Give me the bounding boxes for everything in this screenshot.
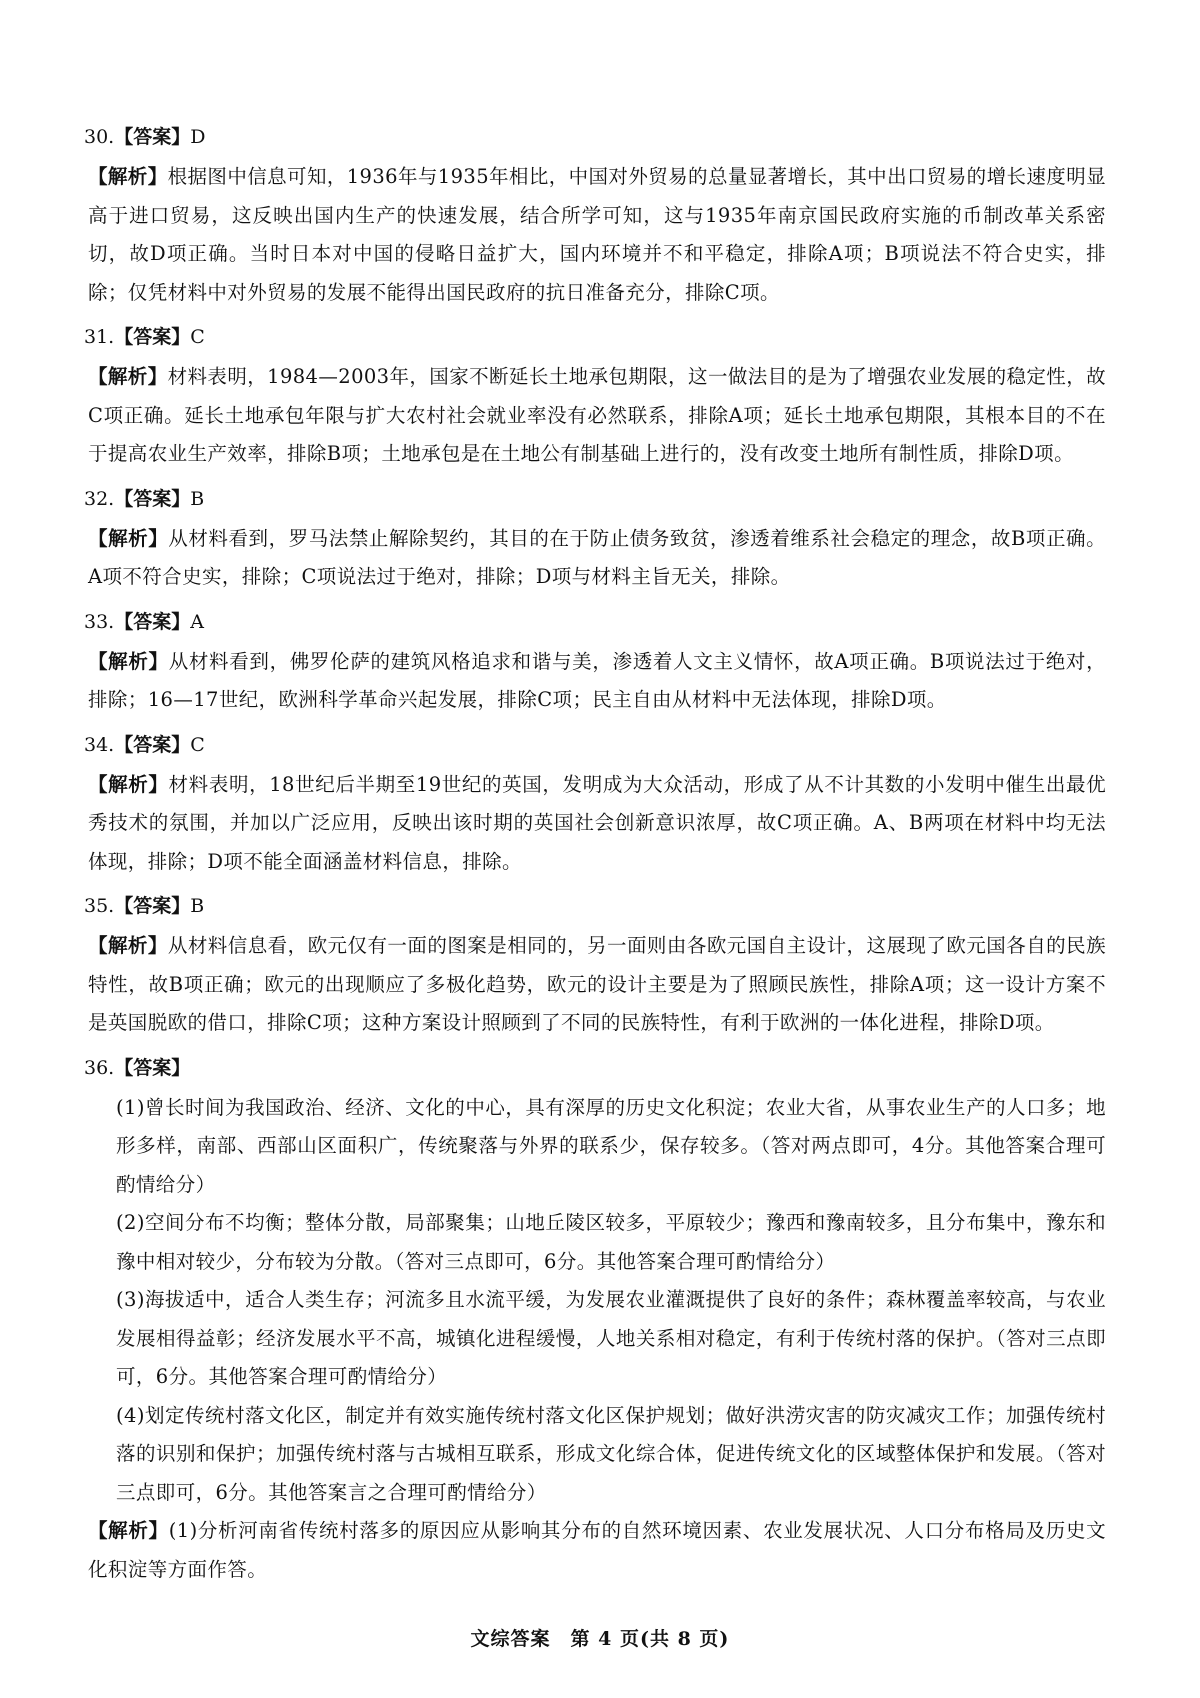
question-31: [70, 322, 1110, 474]
analysis-paragraph: [70, 1512, 1110, 1589]
question-number: 32.: [84, 487, 115, 510]
analysis-tag: 【解析】: [88, 772, 169, 796]
answer-choice: A: [190, 610, 204, 633]
question-number: 31.: [84, 326, 115, 348]
answer-line: [70, 322, 1110, 352]
question-number: 34.: [84, 733, 115, 756]
analysis-text: 从材料看到，罗马法禁止解除契约，其目的在于防止债务致贫，渗透着维系社会稳定的理念，故B项正确。A项不符合史实，排除；C项说法过于绝对，排除；D项与材料主旨无关，排除。: [88, 526, 1106, 588]
sub-answer-3: (3)海拔适中，适合人类生存；河流多且水流平缓，为发展农业灌溉提供了良好的条件；森林覆盖率较高，与农业发展相得益彰；经济发展水平不高，城镇化进程缓慢，人地关系相对稳定，有利于传统村落的保护。（答对三点即可，6分。其他答案合理可酌情给分）: [116, 1288, 1106, 1388]
question-number: 30.: [84, 126, 115, 148]
question-35: [70, 891, 1110, 1043]
analysis-tag: 【解析】: [88, 934, 168, 957]
analysis-paragraph: [70, 643, 1110, 720]
question-30: [70, 122, 1110, 312]
answer-line: [70, 607, 1110, 637]
answer-choice: C: [190, 326, 205, 348]
analysis-paragraph: [70, 520, 1110, 597]
answer-line: [70, 730, 1110, 760]
analysis-paragraph: [70, 358, 1110, 474]
analysis-text: (1)分析河南省传统村落多的原因应从影响其分布的自然环境因素、农业发展状况、人口分布格局及历史文化积淀等方面作答。: [88, 1519, 1106, 1581]
answer-line: [70, 122, 1110, 152]
analysis-text: 根据图中信息可知，1936年与1935年相比，中国对外贸易的总量显著增长，其中出口贸易的增长速度明显高于进口贸易，这反映出国内生产的快速发展，结合所学可知，这与1935年南京国民政府实施的币制改革关系密切，故D项正确。当时日本对中国的侵略日益扩大，国内环境并不和平稳定，排除A项；B项说法不符合史实，排除；仅凭材料中对外贸易的发展不能得出国民政府的抗日准备充分，排除C项。: [88, 165, 1106, 304]
question-number: 33.: [84, 610, 115, 633]
analysis-tag: 【解析】: [88, 165, 168, 188]
answer-tag: 【答案】: [114, 326, 191, 348]
sub-answer-2: (2)空间分布不均衡；整体分散，局部聚集；山地丘陵区较多，平原较少；豫西和豫南较多，且分布集中，豫东和豫中相对较少，分布较为分散。（答对三点即可，6分。其他答案合理可酌情给分）: [116, 1211, 1106, 1273]
question-32: [70, 484, 1110, 597]
answer-tag: 【答案】: [114, 610, 191, 633]
answer-line: [70, 1053, 1110, 1083]
answer-line: [70, 484, 1110, 514]
analysis-tag: 【解析】: [88, 526, 169, 550]
analysis-tag: 【解析】: [88, 649, 169, 673]
answer-choice: B: [190, 487, 205, 510]
answer-tag: 【答案】: [114, 733, 191, 756]
answer-choice: C: [190, 733, 205, 756]
answer-line: [70, 891, 1110, 921]
sub-answer-4: (4)划定传统村落文化区，制定并有效实施传统村落文化区保护规划；做好洪涝灾害的防灾减灾工作；加强传统村落的识别和保护；加强传统村落与古城相互联系，形成文化综合体，促进传统文化的区域整体保护和发展。（答对三点即可，6分。其他答案言之合理可酌情给分）: [116, 1403, 1106, 1504]
answer-tag: 【答案】: [114, 1056, 191, 1079]
analysis-paragraph: [70, 927, 1110, 1043]
answer-tag: 【答案】: [114, 895, 191, 917]
answer-choice: B: [190, 895, 205, 917]
page-footer: 文综答案 第 4 页(共 8 页): [470, 1628, 730, 1650]
answer-document: [70, 112, 1110, 1589]
analysis-text: 从材料看到，佛罗伦萨的建筑风格追求和谐与美，渗透着人文主义情怀，故A项正确。B项说法过于绝对，排除；16—17世纪，欧洲科学革命兴起发展，排除C项；民主自由从材料中无法体现，排除D项。: [88, 649, 1106, 711]
question-number: 35.: [84, 895, 115, 917]
analysis-text: 材料表明，18世纪后半期至19世纪的英国，发明成为大众活动，形成了从不计其数的小发明中催生出最优秀技术的氛围，并加以广泛应用，反映出该时期的英国社会创新意识浓厚，故C项正确。A、B两项在材料中均无法体现，排除；D项不能全面涵盖材料信息，排除。: [88, 772, 1106, 873]
question-33: [70, 607, 1110, 720]
question-36: [70, 1053, 1110, 1590]
answer-tag: 【答案】: [114, 126, 191, 148]
question-number: 36.: [84, 1056, 115, 1079]
analysis-paragraph: [70, 158, 1110, 312]
sub-answer-1: (1)曾长时间为我国政治、经济、文化的中心，具有深厚的历史文化积淀；农业大省，从事农业生产的人口多；地形多样，南部、西部山区面积广，传统聚落与外界的联系少，保存较多。（答对两点即可，4分。其他答案合理可酌情给分）: [116, 1095, 1106, 1196]
analysis-tag: 【解析】: [88, 1519, 169, 1542]
analysis-paragraph: [70, 766, 1110, 882]
question-34: [70, 730, 1110, 882]
answer-choice: D: [190, 126, 206, 148]
analysis-text: 从材料信息看，欧元仅有一面的图案是相同的，另一面则由各欧元国自主设计，这展现了欧元国各自的民族特性，故B项正确；欧元的出现顺应了多极化趋势，欧元的设计主要是为了照顾民族性，排除A项；这一设计方案不是英国脱欧的借口，排除C项；这种方案设计照顾到了不同的民族特性，有利于欧洲的一体化进程，排除D项。: [88, 934, 1106, 1034]
analysis-tag: 【解析】: [88, 365, 168, 388]
analysis-text: 材料表明，1984—2003年，国家不断延长土地承包期限，这一做法目的是为了增强农业发展的稳定性，故C项正确。延长土地承包年限与扩大农村社会就业率没有必然联系，排除A项；延长土地承包期限，其根本目的不在于提高农业生产效率，排除B项；土地承包是在土地公有制基础上进行的，没有改变土地所有制性质，排除D项。: [88, 365, 1106, 465]
answer-tag: 【答案】: [114, 487, 191, 510]
